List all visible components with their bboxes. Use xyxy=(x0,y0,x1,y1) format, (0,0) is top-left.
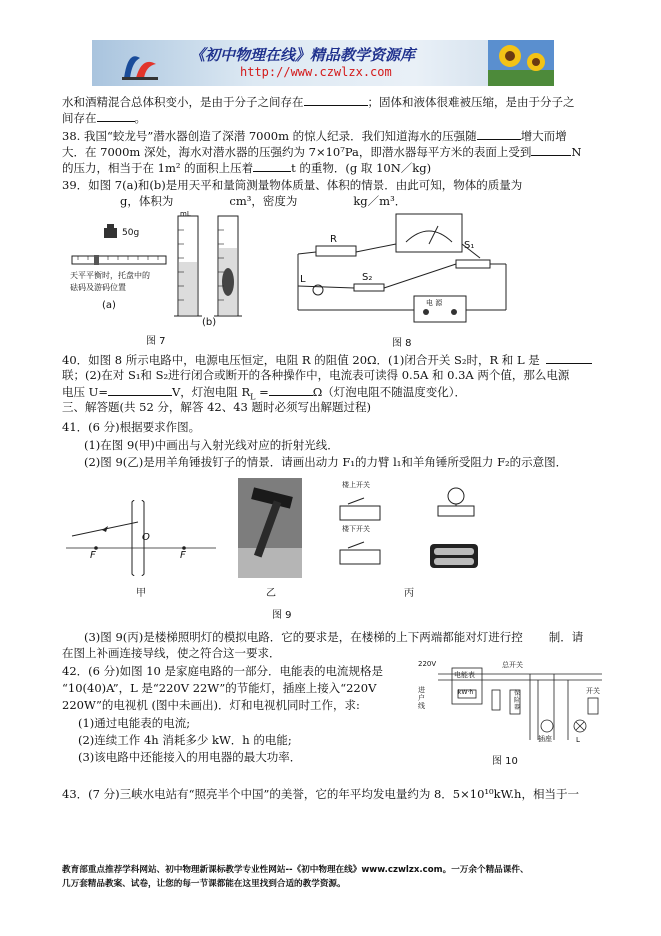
question-41-heading: 41．(6 分)根据要求作图。 xyxy=(62,420,201,434)
question-38-line-1: 38. 我国“蛟龙号”潜水器创造了深潜 7000m 的惊人纪录．我们知道海水的压强随 增大而增 xyxy=(62,129,567,143)
fuse-label: 保险器 xyxy=(514,690,521,711)
figure-9-caption: 图 9 xyxy=(272,610,292,621)
focus-left-label: F xyxy=(90,550,96,561)
switch-s2-label: S₂ xyxy=(362,272,373,283)
question-42-line-3: 220W”的电视机 (图中未画出)．灯和电视机同时工作，求: xyxy=(62,698,360,712)
meter-label: 电能表 xyxy=(454,671,475,679)
figure-9-jia xyxy=(66,500,216,576)
upstairs-switch-label: 楼上开关 xyxy=(342,481,370,489)
focus-right-label: F xyxy=(180,550,186,561)
socket-label: 插座 xyxy=(538,735,552,743)
figure-7-caption: 图 7 xyxy=(146,336,166,347)
figure-8-caption: 图 8 xyxy=(392,338,412,349)
question-42-part-1: (1)通过电能表的电流; xyxy=(78,716,191,730)
question-39-line-2: g，体积为 cm³，密度为 kg／m³． xyxy=(120,194,407,208)
figure-9-jia-label: 甲 xyxy=(136,588,146,599)
cylinder-unit-label: mL xyxy=(180,210,191,218)
answer-blank xyxy=(108,384,172,396)
main-switch-label: 总开关 xyxy=(502,661,523,669)
question-37-tail: 水和酒精混合总体积变小，是由于分子之间存在 ；固体和液体很难被压缩，是由于分子之 xyxy=(62,95,575,109)
resistor-label: R xyxy=(330,234,337,245)
balance-note-1: 天平平衡时，托盘中的 xyxy=(70,271,150,280)
banner-title: 《初中物理在线》精品教学资源库 xyxy=(190,46,416,64)
question-40-line-2: 联；(2)在对 S₁和 S₂进行闭合或断开的各种操作中，电流表可读得 0.5A 和 0.3A 两个值，那么电源 xyxy=(62,368,570,382)
answer-blank xyxy=(546,352,592,364)
question-40-line-1: 40．如图 8 所示电路中，电源电压恒定，电阻 R 的阻值 20Ω．(1)闭合开关 S₂时，R 和 L 是 xyxy=(62,352,592,368)
kwh-label: kW·h xyxy=(458,689,474,696)
question-41-part-3-line-1: (3)图 9(丙)是楼梯照明灯的模拟电路．它的要求是，在楼梯的上下两端都能对灯进行控 制．请 xyxy=(84,630,584,644)
question-40-line-3: 电压 U= V，灯泡电阻 $R_L = \Omega$（灯泡电阻不随温度变化）． xyxy=(62,385,467,402)
figure-9-bing xyxy=(330,478,490,582)
site-logo xyxy=(118,44,162,84)
question-38-line-3: 的压力，相当于在 1m² 的面积上压着 t 的重物．(g 取 10N／kg) xyxy=(62,161,432,175)
answer-blank xyxy=(253,160,291,172)
question-38-line-2: 大．在 7000m 深处，海水对潜水器的压强约为 7×10⁷Pa，即潜水器每平方米的表面上受到 N xyxy=(62,145,582,159)
figure-9-yi-label: 乙 xyxy=(266,588,276,599)
power-source-label: 电 源 xyxy=(426,299,443,307)
question-42-line-2: “10(40)A”，L 是“220V 22W”的节能灯，插座上接入“220V xyxy=(62,681,377,695)
question-41-part-1: (1)在图 9(甲)中画出与入射光线对应的折射光线． xyxy=(84,438,339,452)
question-43-line-1: 43．(7 分)三峡水电站有“照亮半个中国”的美誉，它的年平均发电量约为 8．5×10¹⁰kW.h，相当于一 xyxy=(62,787,579,801)
section-3-heading: 三、解答题(共 52 分，解答 42、43 题时必须写出解题过程) xyxy=(62,400,371,414)
figure-10 xyxy=(418,660,604,750)
question-42-part-2: (2)连续工作 4h 消耗多少 kW．h 的电能; xyxy=(78,733,292,747)
inlet-label: 进户线 xyxy=(418,686,425,710)
weight-label: 50g xyxy=(122,228,140,238)
figure-7b-label: (b) xyxy=(202,317,217,328)
switch-s1-label: S₁ xyxy=(464,240,475,251)
question-37-tail-2: 间存在 。 xyxy=(62,111,146,125)
footer-line-1: 教育部重点推荐学科网站、初中物理新课标教学专业性网站--《初中物理在线》www.czwlzx.com。一万余个精品课件、 xyxy=(62,865,529,875)
answer-blank xyxy=(269,384,313,396)
figure-7a xyxy=(66,222,170,310)
question-41-part-2: (2)图 9(乙)是用羊角锤拔钉子的情景．请画出动力 F₁的力臂 l₁和羊角锤所受阻力 F₂的示意图． xyxy=(84,455,568,469)
sunflower-image xyxy=(488,40,554,86)
question-39-line-1: 39．如图 7(a)和(b)是用天平和量筒测量物体质量、体积的情景．由此可知，物体的质量为 xyxy=(62,178,523,192)
answer-blank xyxy=(97,110,135,122)
lamp-label: L xyxy=(300,274,306,285)
header-banner xyxy=(92,40,554,86)
question-42-part-3: (3)该电路中还能接入的用电器的最大功率． xyxy=(78,750,302,764)
figure-7a-label: (a) xyxy=(102,300,116,311)
figure-9-yi xyxy=(238,478,302,578)
answer-blank xyxy=(531,144,571,156)
voltage-label: 220V xyxy=(418,660,437,668)
footer-line-2: 几万套精品教案、试卷，让您的每一节课都能在这里找到合适的教学资源。 xyxy=(62,879,346,889)
figure-10-caption: 图 10 xyxy=(492,756,518,767)
question-42-line-1: 42．(6 分)如图 10 是家庭电路的一部分．电能表的电流规格是 xyxy=(62,664,384,678)
figure-7b xyxy=(172,210,252,328)
banner-url: http://www.czwlzx.com xyxy=(240,65,392,79)
figure-9-bing-label: 丙 xyxy=(404,588,414,599)
downstairs-switch-label: 楼下开关 xyxy=(342,525,370,533)
balance-note-2: 砝码及游码位置 xyxy=(70,283,126,292)
answer-blank xyxy=(304,94,368,106)
question-41-part-3-line-2: 在图上补画连接导线，使之符合这一要求． xyxy=(62,646,281,660)
light-switch-label: 开关 xyxy=(586,687,600,695)
answer-blank xyxy=(477,128,521,140)
optical-center-label: O xyxy=(142,532,150,543)
figure-8 xyxy=(292,210,516,334)
lamp-l-label: L xyxy=(576,736,580,744)
